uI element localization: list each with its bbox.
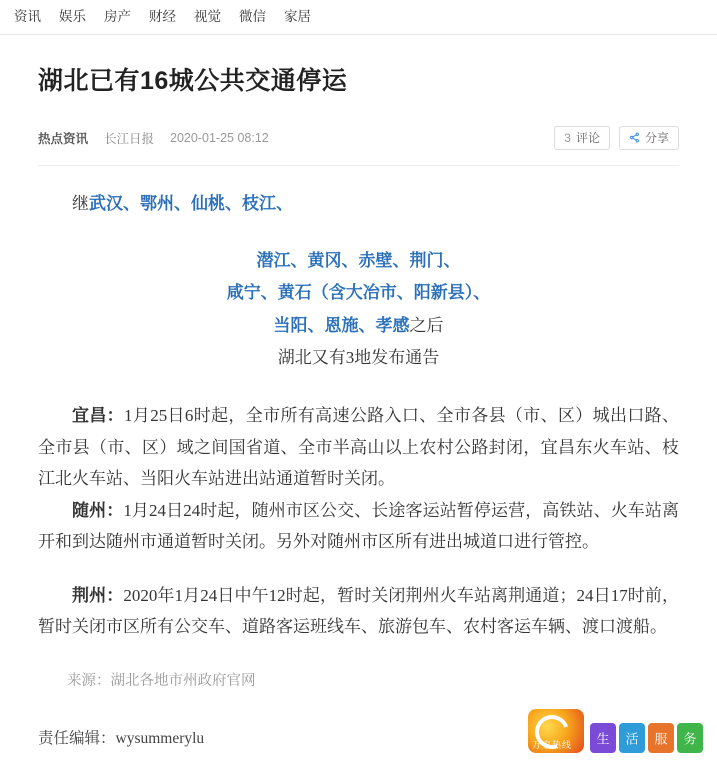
comment-count: 3 <box>564 130 571 145</box>
section-jingzhou-label: 荆州： <box>72 585 124 605</box>
section-yichang-paragraph <box>38 400 679 494</box>
comment-button[interactable] <box>554 126 610 150</box>
meta-left-group <box>38 129 554 147</box>
meta-outlet: 长江日报 <box>104 131 155 146</box>
watermark-tile-3-label: 服 <box>654 731 668 747</box>
section-suizhou-label: 随州： <box>72 500 124 520</box>
responsible-editor-line: 责任编辑：wysummerylu <box>38 730 205 748</box>
watermark-tile-1-label: 生 <box>596 731 610 747</box>
section-yichang-text: 1月25日6时起，全市所有高速公路入口、全市各县（市、区）城出口路、全市县（市、区）域之间国省道、全市半高山以上农村公路封闭，宜昌东火车站、枝江北火车站、当阳火车站进出站通道暂时关闭。 <box>38 406 680 489</box>
section-suizhou-text: 1月24日24时起，随州市区公交、长途客运站暂停运营，高铁站、火车站离开和到达随州市通道暂时关闭。另外对随州市区所有进出城道口进行管控。 <box>38 500 680 552</box>
lead-prefix: 继 <box>72 193 89 213</box>
paragraph-gap <box>38 558 679 580</box>
center-line-4-plain: 湖北又有3地发布通告 <box>277 348 440 368</box>
nav-item-shijue[interactable]: 视觉 <box>194 9 221 25</box>
meta-source: 热点资讯 <box>38 131 89 146</box>
center-line-3 <box>38 310 679 342</box>
watermark-tile-2 <box>619 723 645 753</box>
meta-divider <box>38 165 679 166</box>
watermark-tile-2-label: 活 <box>625 731 639 747</box>
share-icon <box>629 132 640 143</box>
center-line-3-blue: 当阳、恩施、孝感 <box>273 315 410 335</box>
meta-date: 2020-01-25 08:12 <box>170 130 269 145</box>
center-line-3-plain: 之后 <box>409 315 444 335</box>
article-meta-row <box>38 125 679 151</box>
section-yichang <box>38 400 679 557</box>
nav-item-caijing[interactable]: 财经 <box>149 9 176 25</box>
watermark-flame-icon <box>528 709 584 753</box>
center-city-block <box>38 245 679 374</box>
center-line-2-blue: 咸宁、黄石（含大冶市、阳新县）、 <box>226 283 491 303</box>
section-yichang-label: 宜昌： <box>72 406 125 426</box>
page-title: 湖北已有16城公共交通停运 <box>38 67 348 95</box>
section-suizhou-paragraph <box>38 495 679 558</box>
center-line-4 <box>38 342 679 374</box>
section-jingzhou <box>38 580 679 643</box>
meta-actions <box>554 126 679 150</box>
nav-item-yule[interactable]: 娱乐 <box>59 9 86 25</box>
watermark-tile-3 <box>648 723 674 753</box>
lead-cities: 武汉、鄂州、仙桃、枝江、 <box>89 193 293 213</box>
article-container <box>0 65 717 754</box>
center-line-2 <box>38 277 679 309</box>
share-button[interactable] <box>619 126 679 150</box>
watermark-tile-4 <box>677 723 703 753</box>
comment-label: 评论 <box>575 131 600 146</box>
section-jingzhou-paragraph <box>38 580 679 643</box>
watermark-tile-4-label: 务 <box>683 731 697 747</box>
top-navigation-bar <box>0 0 717 35</box>
nav-item-fangchan[interactable]: 房产 <box>104 9 131 25</box>
article-source-line: 来源：湖北各地市州政府官网 <box>67 673 256 690</box>
watermark-tile-1 <box>590 723 616 753</box>
center-line-1-blue: 潜江、黄冈、赤壁、荆门、 <box>256 251 461 271</box>
nav-item-weixin[interactable]: 微信 <box>239 9 266 25</box>
share-label: 分享 <box>644 131 669 146</box>
lead-paragraph <box>38 188 679 219</box>
article-body <box>38 188 679 754</box>
nav-item-jiaju[interactable]: 家居 <box>284 9 311 25</box>
section-jingzhou-text: 2020年1月24日中午12时起，暂时关闭荆州火车站离荆通道；24日17时前，暂时关闭市区所有公交车、道路客运班线车、旅游包车、农村客运车辆、渡口渡船。 <box>38 585 680 636</box>
site-watermark-logo <box>528 707 703 753</box>
watermark-badge-text: 万家热线 <box>532 740 573 750</box>
nav-item-zixun[interactable]: 资讯 <box>14 9 41 25</box>
center-line-1 <box>38 245 679 277</box>
